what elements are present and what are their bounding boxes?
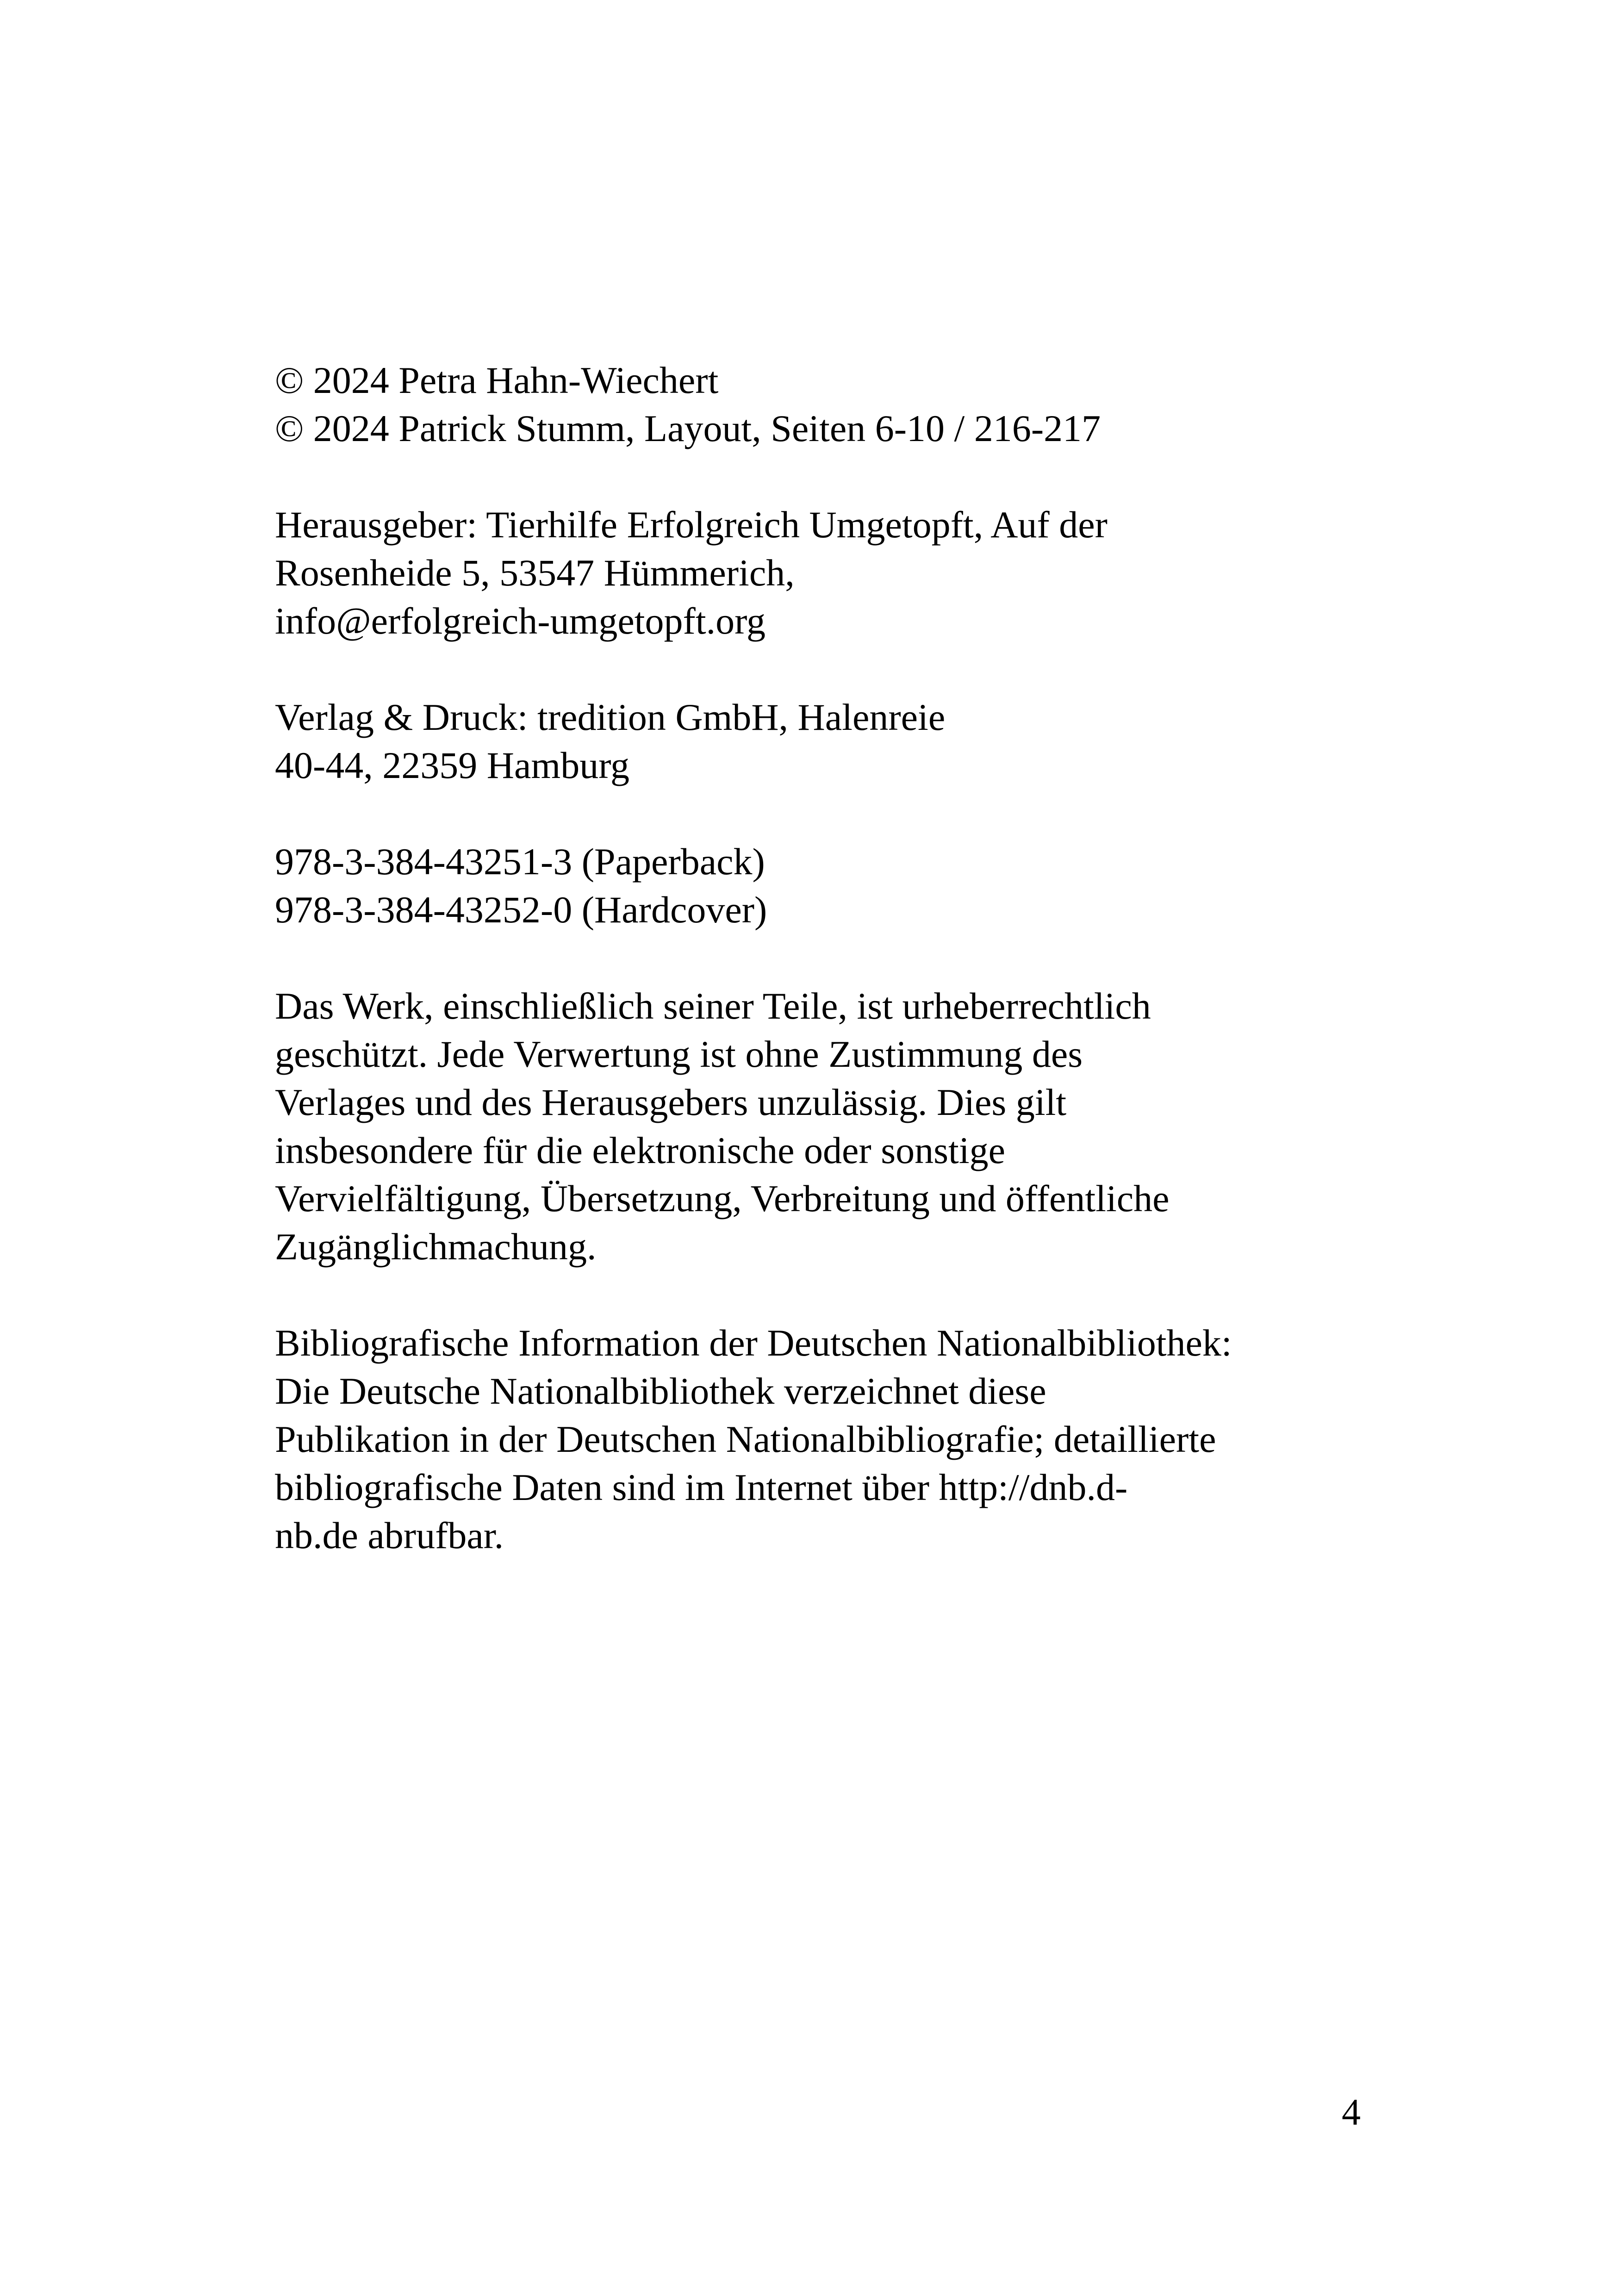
rights-line: geschützt. Jede Verwertung ist ohne Zustimmung des (275, 1033, 1083, 1075)
page-number: 4 (1342, 2091, 1361, 2133)
rights-line: Das Werk, einschließlich seiner Teile, ist urheberrechtlich (275, 985, 1151, 1027)
rights-line: insbesondere für die elektronische oder sonstige (275, 1129, 1006, 1171)
bibliographic-notice (275, 1319, 1386, 1560)
rights-line: Zugänglichmachung. (275, 1226, 597, 1268)
copyright-block (275, 356, 1386, 453)
copyright-line: © 2024 Patrick Stumm, Layout, Seiten 6-10 / 216-217 (275, 407, 1101, 449)
imprint-content (275, 356, 1386, 1608)
publisher-line: Rosenheide 5, 53547 Hümmerich, (275, 552, 795, 594)
isbn-hardcover: 978-3-384-43252-0 (Hardcover) (275, 889, 767, 931)
rights-notice (275, 982, 1386, 1271)
bibliographic-line: Bibliografische Information der Deutschen Nationalbibliothek: (275, 1322, 1232, 1364)
isbn-block (275, 838, 1386, 934)
isbn-paperback: 978-3-384-43251-3 (Paperback) (275, 840, 765, 883)
bibliographic-line: nb.de abrufbar. (275, 1514, 504, 1556)
rights-line: Vervielfältigung, Übersetzung, Verbreitung und öffentliche (275, 1177, 1170, 1220)
bibliographic-line: Die Deutsche Nationalbibliothek verzeichnet diese (275, 1370, 1046, 1412)
publisher-block (275, 501, 1386, 645)
copyright-line: © 2024 Petra Hahn-Wiechert (275, 359, 719, 401)
rights-line: Verlages und des Herausgebers unzulässig. Dies gilt (275, 1081, 1067, 1123)
bibliographic-line: bibliografische Daten sind im Internet über http://dnb.d- (275, 1466, 1128, 1508)
publisher-line: Herausgeber: Tierhilfe Erfolgreich Umgetopft, Auf der (275, 504, 1108, 546)
bibliographic-line: Publikation in der Deutschen Nationalbibliografie; detaillierte (275, 1418, 1216, 1460)
publisher-email: info@erfolgreich-umgetopft.org (275, 600, 765, 642)
printer-block (275, 693, 1386, 790)
printer-line: Verlag & Druck: tredition GmbH, Halenreie (275, 696, 946, 738)
printer-line: 40-44, 22359 Hamburg (275, 744, 630, 786)
